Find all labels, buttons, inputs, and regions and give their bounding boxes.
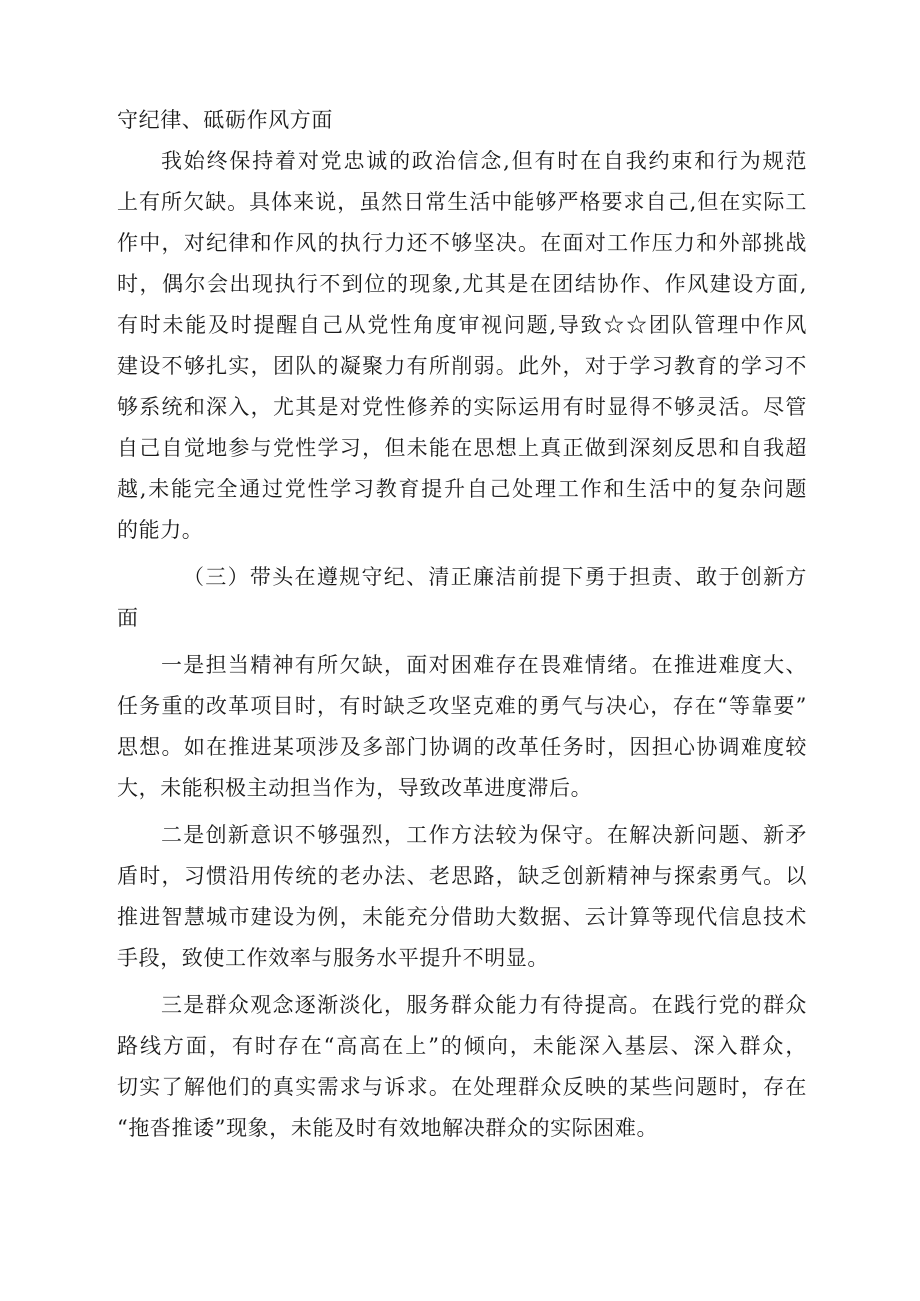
paragraph-1 bbox=[117, 141, 807, 551]
paragraph-line: 推进智慧城市建设为例，未能充分借助大数据、云计算等现代信息技术 bbox=[117, 905, 807, 929]
paragraph-line: 的能力。 bbox=[117, 518, 204, 542]
paragraph-line: 有时未能及时提醒自己从党性角度审视问题,导致☆☆团队管理中作风 bbox=[117, 313, 807, 337]
heading-tail: 守纪律、砥砺作风方面 bbox=[117, 108, 333, 132]
paragraph-line: 三是群众观念逐渐淡化，服务群众能力有待提高。在践行党的群众 bbox=[161, 993, 807, 1017]
paragraph-4 bbox=[117, 985, 807, 1149]
paragraph-line: 思想。如在推进某项涉及多部门协调的改革任务时，因担心协调难度较 bbox=[117, 735, 807, 759]
paragraph-line: 路线方面，有时存在“高高在上”的倾向，未能深入基层、深入群众， bbox=[117, 1034, 807, 1058]
paragraph-line: 越,未能完全通过党性学习教育提升自己处理工作和生活中的复杂问题 bbox=[117, 477, 807, 501]
paragraph-line: 任务重的改革项目时，有时缺乏攻坚克难的勇气与决心，存在“等靠要” bbox=[117, 694, 807, 718]
paragraph-line: 自己自觉地参与党性学习，但未能在思想上真正做到深刻反思和自我超 bbox=[117, 436, 807, 460]
paragraph-3 bbox=[117, 815, 807, 979]
paragraph-2 bbox=[117, 645, 807, 809]
paragraph-line: 盾时，习惯沿用传统的老办法、老思路，缺乏创新精神与探索勇气。以 bbox=[117, 864, 807, 888]
paragraph-line: 时，偶尔会出现执行不到位的现象,尤其是在团结协作、作风建设方面, bbox=[117, 272, 807, 296]
paragraph-line: 我始终保持着对党忠诚的政治信念,但有时在自我约束和行为规范 bbox=[161, 149, 807, 173]
paragraph-line: 大，未能积极主动担当作为，导致改革进度滞后。 bbox=[117, 776, 593, 800]
paragraph-line: “拖沓推诿”现象，未能及时有效地解决群众的实际困难。 bbox=[117, 1116, 659, 1140]
paragraph-line: 手段，致使工作效率与服务水平提升不明显。 bbox=[117, 946, 549, 970]
paragraph-line: 一是担当精神有所欠缺，面对困难存在畏难情绪。在推进难度大、 bbox=[161, 653, 807, 677]
paragraph-line: 够系统和深入，尤其是对党性修养的实际运用有时显得不够灵活。尽管 bbox=[117, 395, 807, 419]
section-3-heading bbox=[117, 557, 807, 639]
paragraph-line: 二是创新意识不够强烈，工作方法较为保守。在解决新问题、新矛 bbox=[161, 823, 807, 847]
paragraph-line: 上有所欠缺。具体来说，虽然日常生活中能够严格要求自己,但在实际工 bbox=[117, 190, 807, 214]
document-body bbox=[117, 100, 807, 1149]
paragraph-line: 作中，对纪律和作风的执行力还不够坚决。在面对工作压力和外部挑战 bbox=[117, 231, 807, 255]
paragraph-line: 切实了解他们的真实需求与诉求。在处理群众反映的某些问题时，存在 bbox=[117, 1075, 807, 1099]
paragraph-line: 建设不够扎实，团队的凝聚力有所削弱。此外，对于学习教育的学习不 bbox=[117, 354, 807, 378]
section-heading-line: 面 bbox=[117, 606, 139, 630]
section-heading-line: （三）带头在遵规守纪、清正廉洁前提下勇于担责、敢于创新方 bbox=[183, 565, 807, 589]
